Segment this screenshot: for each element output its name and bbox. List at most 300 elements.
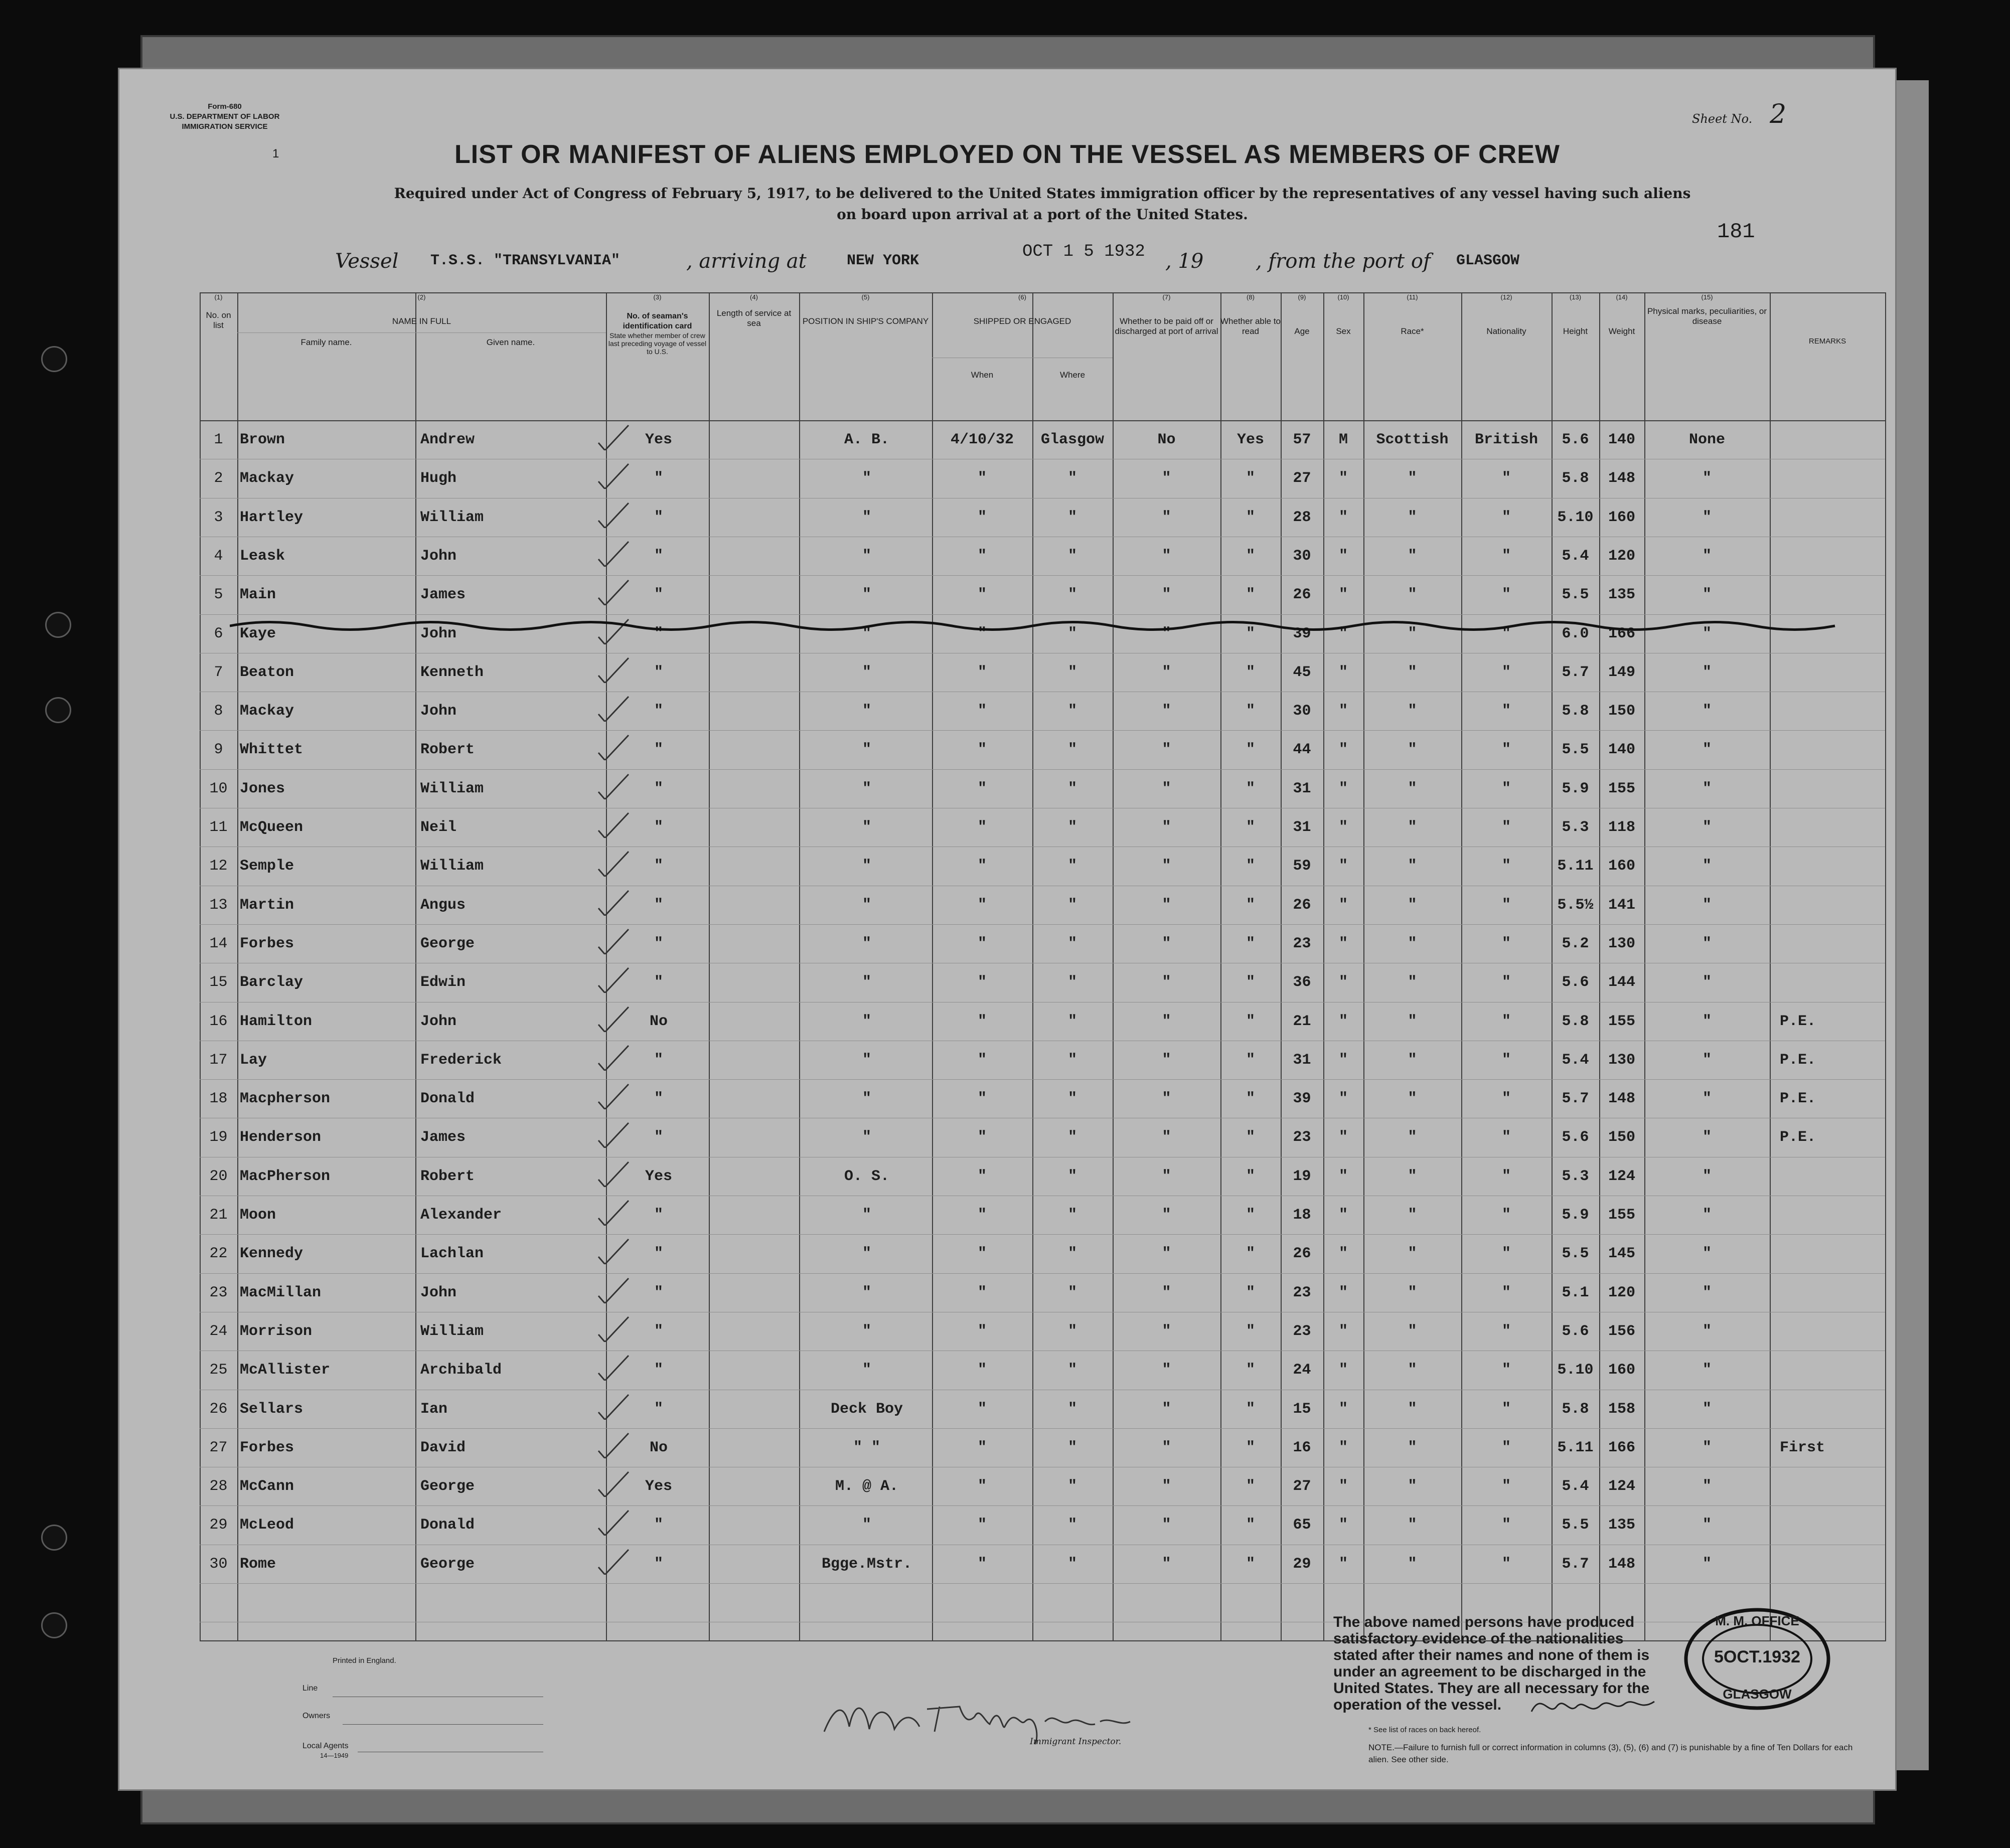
cell-marks: ": [1702, 1517, 1712, 1534]
cell-family: Mackay: [240, 470, 294, 487]
cell-when: ": [977, 974, 987, 991]
cell-when: ": [977, 1439, 987, 1456]
cell-age: 24: [1293, 1362, 1311, 1379]
cell-read: ": [1246, 1400, 1255, 1418]
cell-paid: ": [1162, 1051, 1171, 1069]
cell-sex: ": [1338, 858, 1348, 875]
cell-race: ": [1408, 1400, 1417, 1418]
cell-family: Whittet: [240, 741, 303, 759]
col-shipped-header: (6) SHIPPED OR ENGAGED: [973, 293, 1071, 326]
cell-where: ": [1067, 741, 1077, 759]
cell-paid: ": [1162, 509, 1171, 526]
cell-no: 23: [209, 1284, 228, 1301]
cell-position: ": [862, 1090, 871, 1108]
cell-sex: ": [1338, 703, 1348, 720]
cell-read: ": [1246, 896, 1255, 914]
check-mark-icon: [596, 578, 631, 605]
cell-family: Hartley: [240, 509, 303, 526]
cell-sex: ": [1338, 1478, 1348, 1495]
cell-race: ": [1408, 1555, 1417, 1573]
cell-given: William: [420, 1322, 484, 1340]
col-given-name-header: Given name.: [486, 338, 535, 347]
cell-card: ": [654, 780, 663, 797]
cell-race: ": [1408, 819, 1417, 836]
cell-given: Donald: [420, 1517, 475, 1534]
cell-position: ": [862, 974, 871, 991]
cell-height: 5.7: [1562, 1555, 1589, 1573]
check-mark-icon: [596, 1043, 631, 1071]
cell-family: Lay: [240, 1051, 267, 1069]
check-mark-icon: [596, 1314, 631, 1342]
cell-nat: ": [1501, 1478, 1511, 1495]
cell-no: 8: [214, 703, 223, 720]
row-rule: [200, 730, 1885, 731]
cell-position: ": [862, 663, 871, 681]
cell-card: ": [654, 1362, 663, 1379]
cell-paid: ": [1162, 1284, 1171, 1301]
cell-sex: ": [1338, 1517, 1348, 1534]
cell-marks: ": [1702, 703, 1712, 720]
check-mark-icon: [596, 1353, 631, 1381]
cell-no: 24: [209, 1322, 228, 1340]
cell-when: ": [977, 1400, 987, 1418]
cell-no: 20: [209, 1167, 228, 1185]
check-mark-icon: [596, 1508, 631, 1536]
cell-paid: ": [1162, 780, 1171, 797]
cell-sex: ": [1338, 586, 1348, 604]
form-header: [165, 102, 285, 132]
cell-weight: 155: [1608, 1013, 1635, 1030]
check-mark-icon: [596, 1431, 631, 1458]
cell-sex: ": [1338, 1013, 1348, 1030]
cell-no: 19: [209, 1129, 228, 1146]
cell-nat: ": [1501, 703, 1511, 720]
cell-height: 5.5: [1562, 741, 1589, 759]
cell-where: ": [1067, 625, 1077, 642]
cell-where: Glasgow: [1040, 431, 1105, 448]
cell-sex: ": [1338, 1439, 1348, 1456]
cell-read: ": [1246, 1555, 1255, 1573]
col-paid-off-header: (7) Whether to be paid off or discharged at port of arrival: [1115, 293, 1218, 336]
cell-given: John: [420, 1284, 457, 1301]
cell-family: Henderson: [240, 1129, 322, 1146]
cell-when: ": [977, 1013, 987, 1030]
cell-weight: 140: [1608, 431, 1635, 448]
cell-given: Andrew: [420, 431, 475, 448]
cell-given: William: [420, 509, 484, 526]
margin-mark: 1: [272, 147, 279, 160]
cell-when: ": [977, 625, 987, 642]
printed-in-england: Printed in England.: [333, 1656, 396, 1665]
cell-where: ": [1067, 470, 1077, 487]
cell-marks: None: [1688, 431, 1725, 448]
check-mark-icon: [596, 1276, 631, 1303]
cell-family: Forbes: [240, 935, 294, 952]
cell-age: 39: [1293, 1090, 1311, 1108]
cell-read: ": [1246, 586, 1255, 604]
cell-position: Bgge.Mstr.: [821, 1555, 912, 1573]
cell-family: Beaton: [240, 663, 294, 681]
cell-paid: ": [1162, 1167, 1171, 1185]
cell-age: 27: [1293, 470, 1311, 487]
cell-position: ": [862, 741, 871, 759]
cell-when: ": [977, 858, 987, 875]
cell-card: ": [654, 1555, 663, 1573]
cell-read: ": [1246, 1478, 1255, 1495]
cell-paid: ": [1162, 896, 1171, 914]
owners-blank: [343, 1724, 543, 1725]
cell-where: ": [1067, 1207, 1077, 1224]
cell-age: 31: [1293, 780, 1311, 797]
cell-race: ": [1408, 858, 1417, 875]
cell-nat: ": [1501, 1322, 1511, 1340]
cell-card: ": [654, 1400, 663, 1418]
check-mark-icon: [596, 1469, 631, 1497]
cell-where: ": [1067, 1322, 1077, 1340]
cell-position: " ": [853, 1439, 880, 1456]
cell-no: 27: [209, 1439, 228, 1456]
cell-position: ": [862, 625, 871, 642]
cell-position: ": [862, 1013, 871, 1030]
cell-race: ": [1408, 470, 1417, 487]
cell-when: ": [977, 1129, 987, 1146]
cell-marks: ": [1702, 1439, 1712, 1456]
col-weight-header: (14) Weight: [1608, 293, 1635, 336]
cell-when: ": [977, 663, 987, 681]
cell-marks: ": [1702, 1051, 1712, 1069]
check-mark-icon: [596, 539, 631, 567]
cell-when: ": [977, 1245, 987, 1263]
cell-position: ": [862, 586, 871, 604]
arriving-label: , arriving at: [686, 250, 807, 273]
cell-height: 5.6: [1562, 974, 1589, 991]
cell-card: ": [654, 1245, 663, 1263]
cell-weight: 166: [1608, 1439, 1635, 1456]
cell-read: ": [1246, 1207, 1255, 1224]
column-rule: [709, 292, 710, 1641]
vessel-name: T.S.S. "TRANSYLVANIA": [430, 252, 621, 269]
cell-card: ": [654, 470, 663, 487]
cell-when: ": [977, 1090, 987, 1108]
cell-read: ": [1246, 1517, 1255, 1534]
cell-no: 11: [209, 819, 228, 836]
cell-nat: ": [1501, 1400, 1511, 1418]
row-rule: [200, 1428, 1885, 1429]
cell-position: ": [862, 819, 871, 836]
col-height-header: (13) Height: [1563, 293, 1588, 336]
cell-no: 17: [209, 1051, 228, 1069]
cell-marks: ": [1702, 586, 1712, 604]
check-mark-icon: [596, 1004, 631, 1032]
cell-marks: ": [1702, 547, 1712, 565]
cell-no: 9: [214, 741, 223, 759]
race-note: * See list of races on back hereof.: [1368, 1726, 1481, 1734]
cell-sex: ": [1338, 1284, 1348, 1301]
cell-race: ": [1408, 974, 1417, 991]
page-number: 181: [1717, 220, 1755, 244]
cell-height: 5.10: [1557, 1362, 1594, 1379]
sheet-number-label: Sheet No.: [1692, 112, 1753, 126]
page-edge-shadow: [1894, 80, 1929, 1770]
cell-given: Archibald: [420, 1362, 502, 1379]
cell-card: No: [649, 1439, 668, 1456]
cell-family: McLeod: [240, 1517, 294, 1534]
cell-marks: ": [1702, 935, 1712, 952]
cell-height: 6.0: [1562, 625, 1589, 642]
cell-no: 15: [209, 974, 228, 991]
cell-card: ": [654, 625, 663, 642]
cell-where: ": [1067, 1400, 1077, 1418]
cell-position: Deck Boy: [830, 1400, 903, 1418]
fine-note: NOTE.—Failure to furnish full or correct information in columns (3), (5), (6) and (7) is punishable by a fine of Ten Dollars for each alien. See other side.: [1368, 1743, 1853, 1764]
cell-card: ": [654, 896, 663, 914]
cell-weight: 155: [1608, 780, 1635, 797]
cell-no: 30: [209, 1555, 228, 1573]
cell-where: ": [1067, 509, 1077, 526]
cell-nat: ": [1501, 1555, 1511, 1573]
cell-given: Robert: [420, 741, 475, 759]
col-family-name-header: Family name.: [300, 338, 352, 347]
cell-height: 5.5: [1562, 586, 1589, 604]
cell-when: ": [977, 1362, 987, 1379]
col-position-header: (5) POSITION IN SHIP'S COMPANY: [802, 293, 929, 326]
cell-sex: ": [1338, 819, 1348, 836]
cell-given: John: [420, 1013, 457, 1030]
cell-when: ": [977, 780, 987, 797]
col-service-header: (4) Length of service at sea: [716, 293, 792, 328]
row-rule: [200, 1583, 1885, 1584]
cell-weight: 158: [1608, 1400, 1635, 1418]
cell-when: ": [977, 741, 987, 759]
cell-no: 6: [214, 625, 223, 642]
cell-given: William: [420, 780, 484, 797]
cell-paid: ": [1162, 819, 1171, 836]
cell-no: 4: [214, 547, 223, 565]
page-subtitle: [240, 183, 1845, 225]
cell-where: ": [1067, 1439, 1077, 1456]
stamp-date: 5OCT.1932: [1714, 1647, 1800, 1666]
cell-where: ": [1067, 1517, 1077, 1534]
binding-hole: [41, 1612, 67, 1638]
cell-age: 44: [1293, 741, 1311, 759]
cell-marks: ": [1702, 470, 1712, 487]
cell-age: 27: [1293, 1478, 1311, 1495]
cell-weight: 130: [1608, 935, 1635, 952]
cell-race: ": [1408, 1207, 1417, 1224]
cell-height: 5.5½: [1557, 896, 1594, 914]
cell-nat: ": [1501, 1129, 1511, 1146]
cell-no: 16: [209, 1013, 228, 1030]
cell-given: Robert: [420, 1167, 475, 1185]
cell-read: ": [1246, 1090, 1255, 1108]
cell-family: MacPherson: [240, 1167, 331, 1185]
cell-position: ": [862, 547, 871, 565]
cell-family: MacMillan: [240, 1284, 322, 1301]
row-rule: [237, 332, 606, 333]
cell-where: ": [1067, 974, 1077, 991]
owners-label: Owners: [302, 1712, 331, 1720]
column-rule: [1770, 292, 1771, 1641]
cell-height: 5.1: [1562, 1284, 1589, 1301]
check-mark-icon: [596, 927, 631, 954]
cell-nat: ": [1501, 1245, 1511, 1263]
col-no-header: (1) No. on list: [206, 293, 231, 330]
cell-height: 5.8: [1562, 1400, 1589, 1418]
cell-when: ": [977, 1207, 987, 1224]
cell-family: Barclay: [240, 974, 303, 991]
cell-given: David: [420, 1439, 466, 1456]
cell-marks: ": [1702, 974, 1712, 991]
cell-weight: 145: [1608, 1245, 1635, 1263]
cell-marks: ": [1702, 1362, 1712, 1379]
cell-no: 10: [209, 780, 228, 797]
check-mark-icon: [596, 1392, 631, 1420]
cell-height: 5.9: [1562, 1207, 1589, 1224]
cell-race: ": [1408, 1284, 1417, 1301]
cell-sex: ": [1338, 470, 1348, 487]
cell-given: Angus: [420, 896, 466, 914]
cell-when: ": [977, 896, 987, 914]
cell-marks: ": [1702, 819, 1712, 836]
cell-family: Sellars: [240, 1400, 303, 1418]
cell-position: ": [862, 896, 871, 914]
cell-nat: ": [1501, 1207, 1511, 1224]
column-rule: [415, 292, 416, 1641]
binding-hole: [45, 612, 71, 638]
cell-no: 14: [209, 935, 228, 952]
cell-race: ": [1408, 1013, 1417, 1030]
cell-given: Ian: [420, 1400, 448, 1418]
cell-when: ": [977, 819, 987, 836]
check-mark-icon: [596, 810, 631, 838]
cell-card: ": [654, 1090, 663, 1108]
cell-height: 5.11: [1557, 858, 1594, 875]
cell-age: 15: [1293, 1400, 1311, 1418]
cell-position: ": [862, 780, 871, 797]
cell-nat: ": [1501, 974, 1511, 991]
cell-age: 26: [1293, 1245, 1311, 1263]
cell-when: ": [977, 1517, 987, 1534]
cell-given: Donald: [420, 1090, 475, 1108]
cell-read: ": [1246, 1129, 1255, 1146]
cell-paid: ": [1162, 1322, 1171, 1340]
arrival-date-stamp: OCT 1 5 1932: [1022, 242, 1145, 261]
cell-position: ": [862, 703, 871, 720]
cell-height: 5.7: [1562, 1090, 1589, 1108]
cell-weight: 118: [1608, 819, 1635, 836]
cell-where: ": [1067, 547, 1077, 565]
cell-no: 25: [209, 1362, 228, 1379]
cell-height: 5.7: [1562, 663, 1589, 681]
cell-weight: 160: [1608, 858, 1635, 875]
stamp-bottom-text: GLASGOW: [1723, 1687, 1792, 1702]
cell-age: 30: [1293, 703, 1311, 720]
cell-sex: ": [1338, 1167, 1348, 1185]
cell-where: ": [1067, 1284, 1077, 1301]
cell-paid: ": [1162, 1439, 1171, 1456]
cell-race: ": [1408, 1245, 1417, 1263]
col-nationality-header: (12) Nationality: [1486, 293, 1526, 336]
cell-marks: ": [1702, 1555, 1712, 1573]
cell-height: 5.9: [1562, 780, 1589, 797]
cell-nat: ": [1501, 780, 1511, 797]
cell-age: 23: [1293, 1129, 1311, 1146]
cell-age: 57: [1293, 431, 1311, 448]
cell-age: 19: [1293, 1167, 1311, 1185]
cell-position: ": [862, 509, 871, 526]
cell-no: 7: [214, 663, 223, 681]
cell-weight: 140: [1608, 741, 1635, 759]
cell-race: Scottish: [1376, 431, 1449, 448]
cell-family: Kaye: [240, 625, 276, 642]
cell-family: Mackay: [240, 703, 294, 720]
line-label: Line: [302, 1684, 318, 1693]
cell-no: 28: [209, 1478, 228, 1495]
cell-where: ": [1067, 1362, 1077, 1379]
sheet-number: 2: [1770, 99, 1787, 129]
cell-sex: ": [1338, 547, 1348, 565]
cell-where: ": [1067, 1167, 1077, 1185]
cell-given: Edwin: [420, 974, 466, 991]
cell-given: Hugh: [420, 470, 457, 487]
check-mark-icon: [596, 500, 631, 528]
cell-family: Moon: [240, 1207, 276, 1224]
cell-card: ": [654, 586, 663, 604]
cell-weight: 160: [1608, 1362, 1635, 1379]
inspector-label: Immigrant Inspector.: [1030, 1737, 1122, 1747]
page-title: LIST OR MANIFEST OF ALIENS EMPLOYED ON THE VESSEL AS MEMBERS OF CREW: [454, 140, 1560, 169]
cell-family: McAllister: [240, 1362, 331, 1379]
col-age-header: (9) Age: [1294, 293, 1310, 336]
col-card-header: (3) No. of seaman's identification card State whether member of crew last preceding voyage of vessel to U.S.: [608, 293, 707, 356]
cell-card: ": [654, 1322, 663, 1340]
cell-card: ": [654, 974, 663, 991]
cell-paid: ": [1162, 625, 1171, 642]
local-agents-label: Local Agents: [302, 1742, 349, 1750]
row-rule: [200, 1505, 1885, 1506]
office-stamp: [1682, 1606, 1832, 1712]
subtitle-line-1: Required under Act of Congress of February 5, 1917, to be delivered to the United States immigration officer by the representatives of any vessel having such aliens: [394, 185, 1691, 202]
cell-paid: ": [1162, 470, 1171, 487]
check-mark-icon: [596, 461, 631, 489]
cell-given: Kenneth: [420, 663, 484, 681]
cell-family: Morrison: [240, 1322, 313, 1340]
nationality-statement: The above named persons have produced satisfactory evidence of the nationalities stated after their names and none of them is under an agreement to be discharged in the United States. They are all necessary for the operation of the vessel.: [1333, 1614, 1650, 1713]
cell-age: 26: [1293, 896, 1311, 914]
cell-age: 28: [1293, 509, 1311, 526]
cell-sex: ": [1338, 1129, 1348, 1146]
cell-weight: 160: [1608, 509, 1635, 526]
form-number: Form-680: [208, 102, 242, 111]
cell-when: ": [977, 703, 987, 720]
cell-weight: 141: [1608, 896, 1635, 914]
cell-age: 29: [1293, 1555, 1311, 1573]
cell-where: ": [1067, 1090, 1077, 1108]
cell-marks: ": [1702, 625, 1712, 642]
binding-hole: [45, 697, 71, 723]
cell-family: Main: [240, 586, 276, 604]
cell-when: 4/10/32: [950, 431, 1014, 448]
cell-given: John: [420, 703, 457, 720]
cell-paid: ": [1162, 858, 1171, 875]
cell-read: ": [1246, 935, 1255, 952]
cell-where: ": [1067, 858, 1077, 875]
cell-marks: ": [1702, 858, 1712, 875]
cell-sex: ": [1338, 1245, 1348, 1263]
row-rule: [200, 1273, 1885, 1274]
cell-sex: M: [1338, 431, 1348, 448]
cell-given: George: [420, 935, 475, 952]
